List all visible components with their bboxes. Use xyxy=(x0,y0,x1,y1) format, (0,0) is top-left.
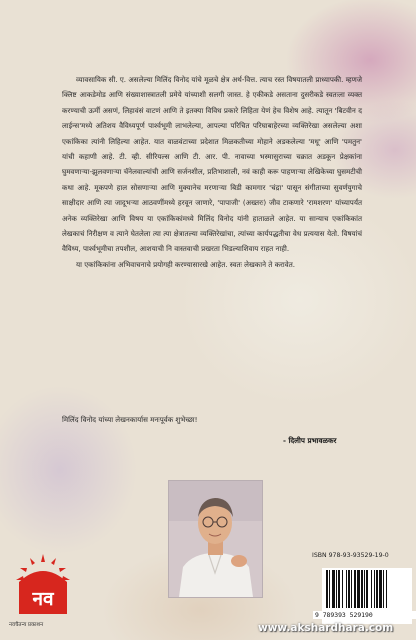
logo-text: नव xyxy=(32,588,54,610)
barcode-digits: 9 789393 529190 xyxy=(313,611,416,619)
barcode-bar xyxy=(342,570,343,608)
barcode-bar xyxy=(374,570,375,608)
barcode-bar xyxy=(351,570,352,608)
signature: - दिलीप प्रभावळकर xyxy=(283,436,337,445)
barcode-bar xyxy=(336,570,337,608)
barcode-bar xyxy=(338,570,340,608)
author-photo xyxy=(168,480,263,598)
barcode-bar xyxy=(329,570,330,608)
barcode-bar xyxy=(364,570,365,608)
barcode-bar xyxy=(332,570,335,608)
blurb-text xyxy=(62,72,362,272)
blurb-paragraph-1: व्यावसायिक सी. ए. असलेल्या मिलिंद विनोद यांचे मूळचे क्षेत्र अर्थ-वित्त. त्याच रस्त विषयातली प्राध्यापकी. म्हणजे क्लिष्ट आकडेमोड आणि संख्याशास्त्रातली प्रमेये यांच्याशी सलगी जास्त. हे एकीकडे असताना दुसरीकडे स्वतःला व्यक्त करण्याची ऊर्मी असणं, लिहावंसं वाटणं आणि ते इतक्या विविध प्रकारे लिहिता येणं हेच विशेष आहे. त्यातून 'बिटवीन द लाईन्स'मध्ये अतिशय वैविध्यपूर्ण पार्श्वभूमी लाभलेल्या, आपल्या परिचित परिघाबाहेरच्या व्यक्तिरेखा असलेल्या अशा एकांकिका त्यांनी लिहिल्या आहेत. यात वाळवंटाच्या प्रदेशात मिळकतीच्या मोहाने अडकलेल्या 'मधू' आणि 'पमतुन' यांची कहाणी आहे. टी. व्ही. सीरियल्स आणि टी. आर. पी. नावाच्या भस्मासुराच्या चक्रात अडकून प्रेक्षकांना घुमवणाऱ्या-झुलवणाऱ्या चॅनेलवाल्यांची आणि सर्जनशील, प्रतिभाशाली, नवं काही करू पाहणाऱ्या लेखिकेच्या घुसमटीची कथा आहे. मूकपणे हाल सोसणाऱ्या आणि मुक्यानेच मरणाऱ्या बिडी कामगार 'चंद्रा' पासून संगीताच्या सुवर्णयुगाचे साक्षीदार आणि त्या जादूभऱ्या आठवणींमध्ये हरवून जाणारे, 'पापाजी' (अख्तरः) जीव टाकणारे 'रामशरण' यांच्यापर्यंत अनेक व्यक्तिरेखा आणि विषय या एकांकिकांमध्ये मिलिंद विनोद यांनी हाताळले आहेत. या सान्याच एकांकिकांत लेखकाचं निरीक्षण व त्याने घेतलेला त्या त्या क्षेत्रातल्या व्यक्तिरेखांचा, त्यांच्या कार्यपद्धतीचा वेध प्रत्ययास येतो. विषयांचं वैविध्य, पार्श्वभूमीचा तपशील, आशयाची नि वास्तवाची प्रखरता भिडल्याशिवाय राहत नाही. xyxy=(62,75,362,254)
watermark: www.akshardhara.com xyxy=(258,622,394,634)
barcode-bar xyxy=(354,570,356,608)
wish-line: मिलिंद विनोद यांच्या लेखनकार्यास मनःपूर्वक शुभेच्छा! xyxy=(62,415,198,424)
barcode-bar xyxy=(376,570,378,608)
barcode-bar xyxy=(383,570,384,608)
barcode-bar xyxy=(371,570,372,608)
publisher-name: नवचैतन्य प्रकाशन xyxy=(9,622,44,628)
barcode-bar xyxy=(379,570,382,608)
barcode-bar xyxy=(366,570,368,608)
publisher-logo xyxy=(14,552,72,630)
barcode-bar xyxy=(357,570,360,608)
barcode-bar xyxy=(346,570,347,608)
barcode-bar xyxy=(361,570,363,608)
barcode-bar xyxy=(386,570,387,608)
barcode-bar xyxy=(348,570,350,608)
blurb-paragraph-2: या एकांकिकांना अभिवाचनाचे प्रयोगही करण्यासारखे आहेत. स्वतः लेखकाने ते करावेत. xyxy=(76,259,296,269)
isbn-label: ISBN 978-93-93529-19-0 xyxy=(312,552,389,559)
barcode-bar xyxy=(326,570,328,608)
